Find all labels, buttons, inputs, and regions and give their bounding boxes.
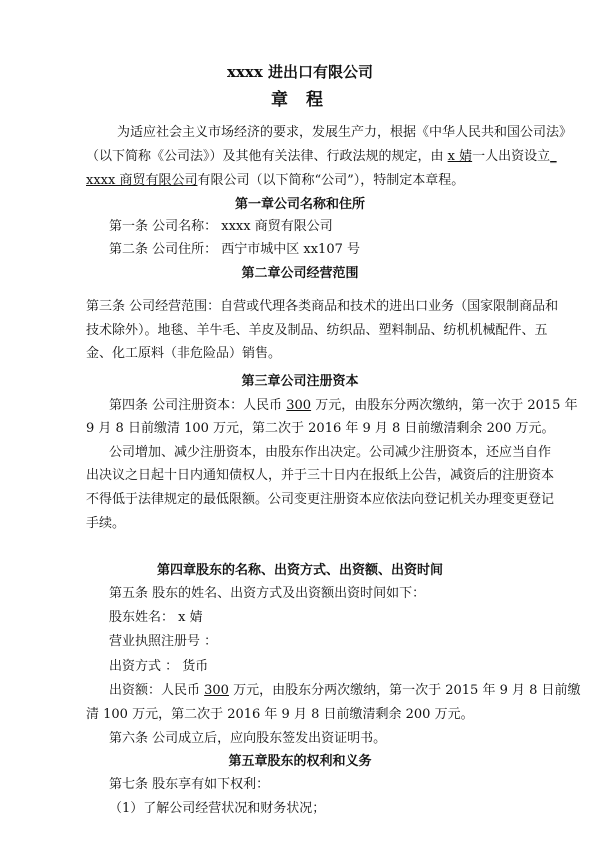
capital-change-line-4: 手续。 [86,516,126,531]
article-4-text-a: 第四条 公司注册资本：人民币 [109,398,287,413]
contribution-method: 出资方式 ： 货币 [109,659,209,674]
intro-line-2 [86,149,557,165]
capital-change-line-1: 公司增加、减少注册资本，由股东作出决定。公司减少注册资本，还应当自作 [109,445,552,460]
intro-line-3 [86,173,464,189]
article-4-text-b: 万元，由股东分两次缴纳，第一次于 2015 年 [311,398,578,413]
intro-line-2-text-b: 一人出资设立 [472,149,551,164]
company-title: xxxx 进出口有限公司 [227,63,373,81]
article-3-line-3: 金、化工原料（非危险品）销售。 [86,346,282,361]
article-1: 第一条 公司名称： xxxx 商贸有限公司 [109,219,333,234]
article-7: 第七条 股东享有如下权利： [109,777,270,792]
contribution-text-b: 万元，由股东分两次缴纳，第一次于 2015 年 9 月 8 日前缴 [228,683,581,698]
article-6: 第六条 公司成立后，应向股东签发出资证明书。 [109,731,387,746]
contribution-amount-line-2: 清 100 万元，第二次于 2016 年 9 月 8 日前缴清剩余 200 万元。 [86,707,474,722]
capital-change-line-3: 不得低于法律规定的最低限额。公司变更注册资本应依法向登记机关办理变更登记 [86,492,555,507]
intro-underline-mark: _ [550,149,557,164]
intro-line-1: 为适应社会主义市场经济的要求，发展生产力，根据《中华人民共和国公司法》 [117,125,573,140]
founder-name: x 婧 [447,149,473,164]
chapter-1-title: 第一章公司名称和住所 [234,197,365,212]
intro-line-3-text: 有限公司（以下简称“公司”），特制定本章程。 [197,173,465,188]
registered-capital-amount: 300 [286,398,312,413]
article-3-line-1: 第三条 公司经营范围：自营或代理各类商品和技术的进出口业务（国家限制商品和 [86,299,559,314]
contribution-amount-line-1 [109,683,581,699]
chapter-4-title: 第四章股东的名称、出资方式、出资额、出资时间 [156,563,443,578]
capital-change-line-2: 出决议之日起十日内通知债权人，并于三十日内在报纸上公告，减资后的注册资本 [86,468,555,483]
business-license-number: 营业执照注册号 ： [109,634,218,649]
contribution-amount: 300 [204,683,229,698]
rights-item-1: （1）了解公司经营状况和财务状况； [109,801,326,816]
contribution-text-a: 出资额：人民币 [109,683,205,698]
shareholder-name: 股东姓名： x 婧 [109,610,203,625]
chapter-3-title: 第三章公司注册资本 [241,374,359,389]
article-4-line-2: 9 月 8 日前缴清 100 万元，第二次于 2016 年 9 月 8 日前缴清剩余 200 万元。 [86,421,555,436]
chapter-5-title: 第五章股东的权利和义务 [228,754,372,769]
document-title: 章 程 [271,90,329,110]
chapter-2-title: 第二章公司经营范围 [241,266,359,281]
article-2: 第二条 公司住所： 西宁市城中区 xx107 号 [109,242,361,257]
article-5: 第五条 股东的姓名、出资方式及出资额出资时间如下： [109,586,426,601]
article-3-line-2: 技术除外）。地毯、羊牛毛、羊皮及制品、纺织品、塑料制品、纺机机械配件、五 [86,323,548,338]
intro-line-2-text: （以下简称《公司法》）及其他有关法律、行政法规的规定，由 [86,149,448,164]
company-name-underlined: xxxx 商贸有限公司 [86,173,198,188]
article-4-line-1 [109,398,578,414]
